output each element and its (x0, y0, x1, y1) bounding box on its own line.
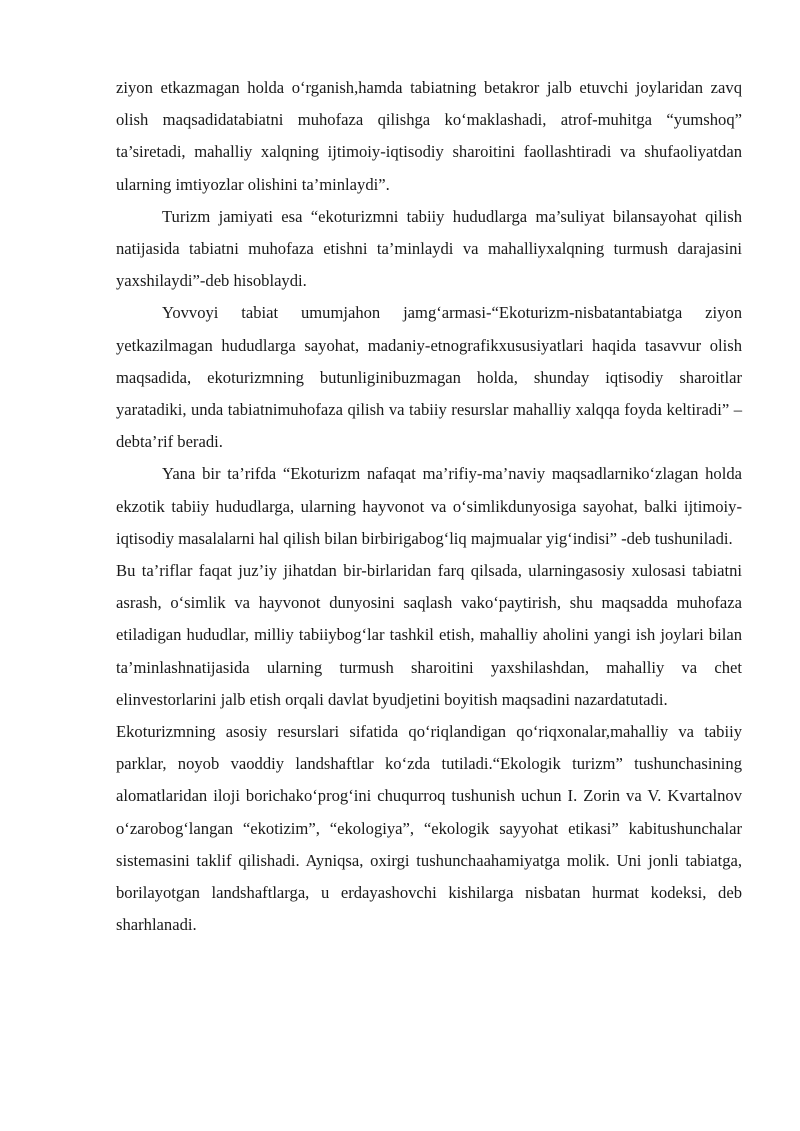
paragraph-2: Turizm jamiyati esa “ekoturizmni tabiiy hududlarga ma’suliyat bilansayohat qilish natijasida tabiatni muhofaza etishni ta’minlaydi va mahalliyxalqning turmush darajasini yaxshilaydi”-deb hisoblaydi. (116, 206, 742, 291)
document-page (116, 72, 742, 941)
paragraph-3: Yovvoyi tabiat umumjahon jamg‘armasi-“Ekoturizm-nisbatantabiatga ziyon yetkazilmagan hududlarga sayohat, madaniy-etnografikxususiyatlari haqida tasavvur olish maqsadida, ekoturizmning butunliginibuzmagan holda, shunday iqtisodiy sharoitlar yaratadiki, unda tabiatnimuhofaza qilish va tabiiy resurslar mahalliy xalqqa foyda keltiradi” – debta’rif beradi. (116, 303, 742, 452)
paragraph-6: Ekoturizmning asosiy resurslari sifatida qo‘riqlandigan qo‘riqxonalar,mahalliy va tabiiy parklar, noyob vaoddiy landshaftlar ko‘zda tutiladi.“Ekologik turizm” tushunchasining alomatlaridan iloji borichako‘prog‘ini chuqurroq tushunish uchun I. Zorin va V. Kvartalnov o‘zarobog‘langan “ekotizim”, “ekologiya”, “ekologik sayyohat etikasi” kabitushunchalar sistemasini taklif qilishadi. Ayniqsa, oxirgi tushunchaahamiyatga molik. Uni jonli tabiatga, borilayotgan landshaftlarga, u erdayashovchi kishilarga nisbatan hurmat kodeksi, deb sharhlanadi. (116, 722, 742, 935)
paragraph-1: ziyon etkazmagan holda o‘rganish,hamda tabiatning betakror jalb etuvchi joylaridan zavq olish maqsadidatabiatni muhofaza qilishga ko‘maklashadi, atrof-muhitga “yumshoq” ta’siretadi, mahalliy xalqning ijtimoiy-iqtisodiy sharoitini faollashtiradi va shufaoliyatdan ularning imtiyozlar olishini ta’minlaydi”. (116, 78, 742, 194)
paragraph-4: Yana bir ta’rifda “Ekoturizm nafaqat ma’rifiy-ma’naviy maqsadlarniko‘zlagan holda ekzotik tabiiy hududlarga, ularning hayvonot va o‘simlikdunyosiga sayohat, balki ijtimoiy-iqtisodiy masalalarni hal qilish bilan birbirigabog‘liq majmualar yig‘indisi” -deb tushuniladi. (116, 464, 742, 548)
paragraph-5: Bu ta’riflar faqat juz’iy jihatdan bir-birlaridan farq qilsada, ularningasosiy xulosasi tabiatni asrash, o‘simlik va hayvonot dunyosini saqlash vako‘paytirish, shu maqsadda muhofaza etiladigan hududlar, milliy tabiiybog‘lar tashkil etish, mahalliy aholini yangi ish joylari bilan ta’minlashnatijasida ularning turmush sharoitini yaxshilashdan, mahalliy va chet elinvestorlarini jalb etish orqali davlat byudjetini boyitish maqsadini nazardatutadi. (116, 561, 742, 709)
